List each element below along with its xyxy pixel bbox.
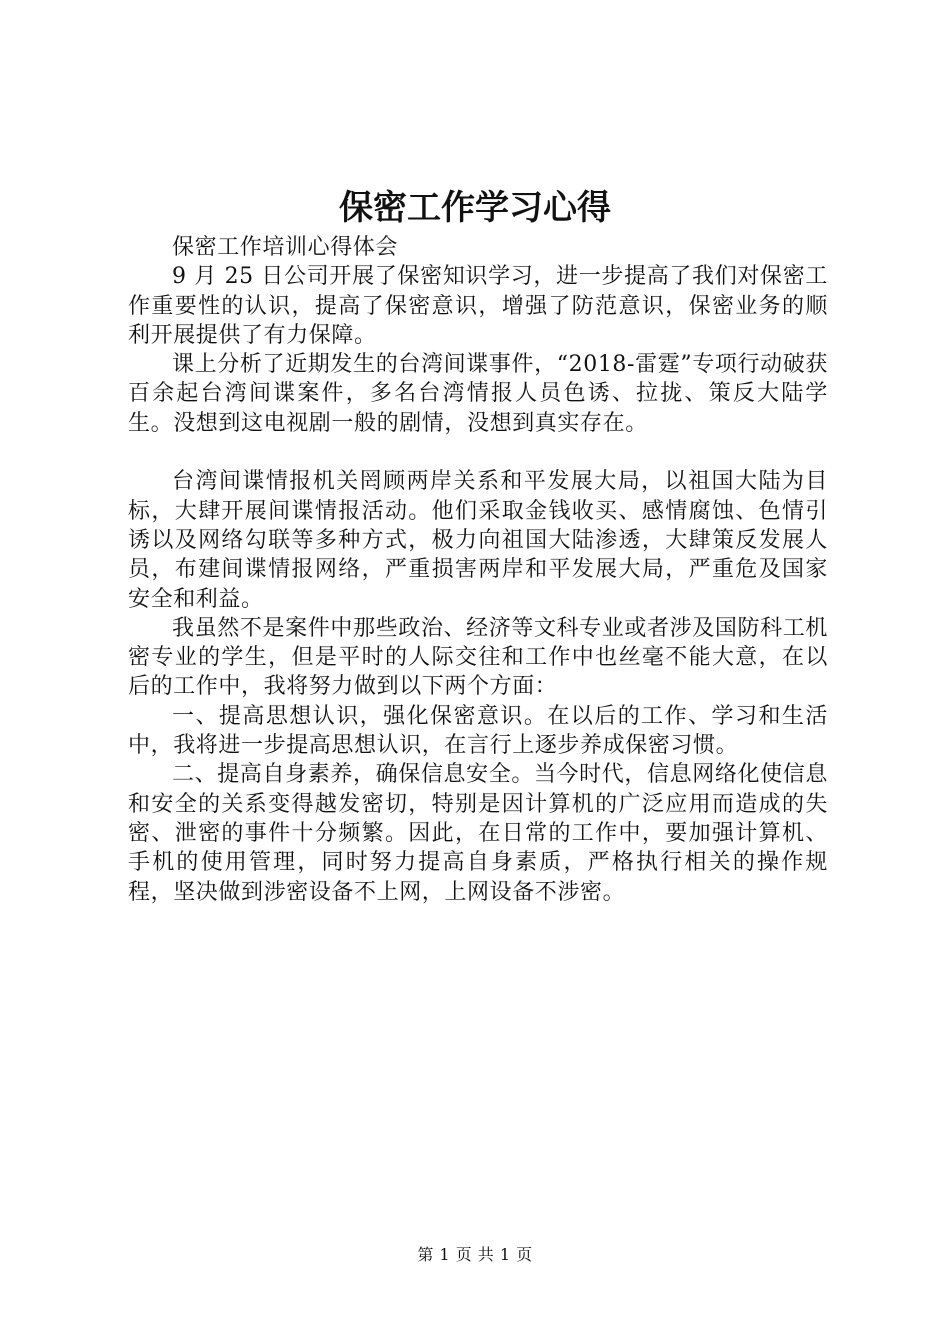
- paragraph-4: 我虽然不是案件中那些政治、经济等文科专业或者涉及国防科工机密专业的学生，但是平时的人际交往和工作中也丝毫不能大意，在以后的工作中，我将努力做到以下两个方面：: [128, 615, 828, 700]
- paragraph-6: 二、提高自身素养，确保信息安全。当今时代，信息网络化使信息和安全的关系变得越发密切，特别是因计算机的广泛应用而造成的失密、泄密的事件十分频繁。因此，在日常的工作中，要加强计算机、手机的使用管理，同时努力提高自身素质，严格执行相关的操作规程，坚决做到涉密设备不上网，上网设备不涉密。: [128, 762, 828, 905]
- document-subtitle: 保密工作培训心得体会: [172, 235, 399, 260]
- paragraph-1: 9 月 25 日公司开展了保密知识学习，进一步提高了我们对保密工作重要性的认识，提高了保密意识，增强了防范意识，保密业务的顺利开展提供了有力保障。: [128, 264, 828, 348]
- page-title: 保密工作学习心得: [339, 188, 611, 228]
- page-footer: 第 1 页 共 1 页: [417, 1245, 533, 1264]
- paragraph-5: 一、提高思想认识，强化保密意识。在以后的工作、学习和生活中，我将进一步提高思想认识，在言行上逐步养成保密习惯。: [128, 703, 828, 759]
- paragraph-3: 台湾间谍情报机关罔顾两岸关系和平发展大局，以祖国大陆为目标，大肆开展间谍情报活动。他们采取金钱收买、感情腐蚀、色情引诱以及网络勾联等多种方式，极力向祖国大陆渗透，大肆策反发展人员，布建间谍情报网络，严重损害两岸和平发展大局，严重危及国家安全和利益。: [128, 469, 828, 612]
- paragraph-2: 课上分析了近期发生的台湾间谍事件，“2018-雷霆”专项行动破获百余起台湾间谍案件，多名台湾情报人员色诱、拉拢、策反大陆学生。没想到这电视剧一般的剧情，没想到真实存在。: [128, 352, 828, 436]
- document-body: [128, 233, 828, 907]
